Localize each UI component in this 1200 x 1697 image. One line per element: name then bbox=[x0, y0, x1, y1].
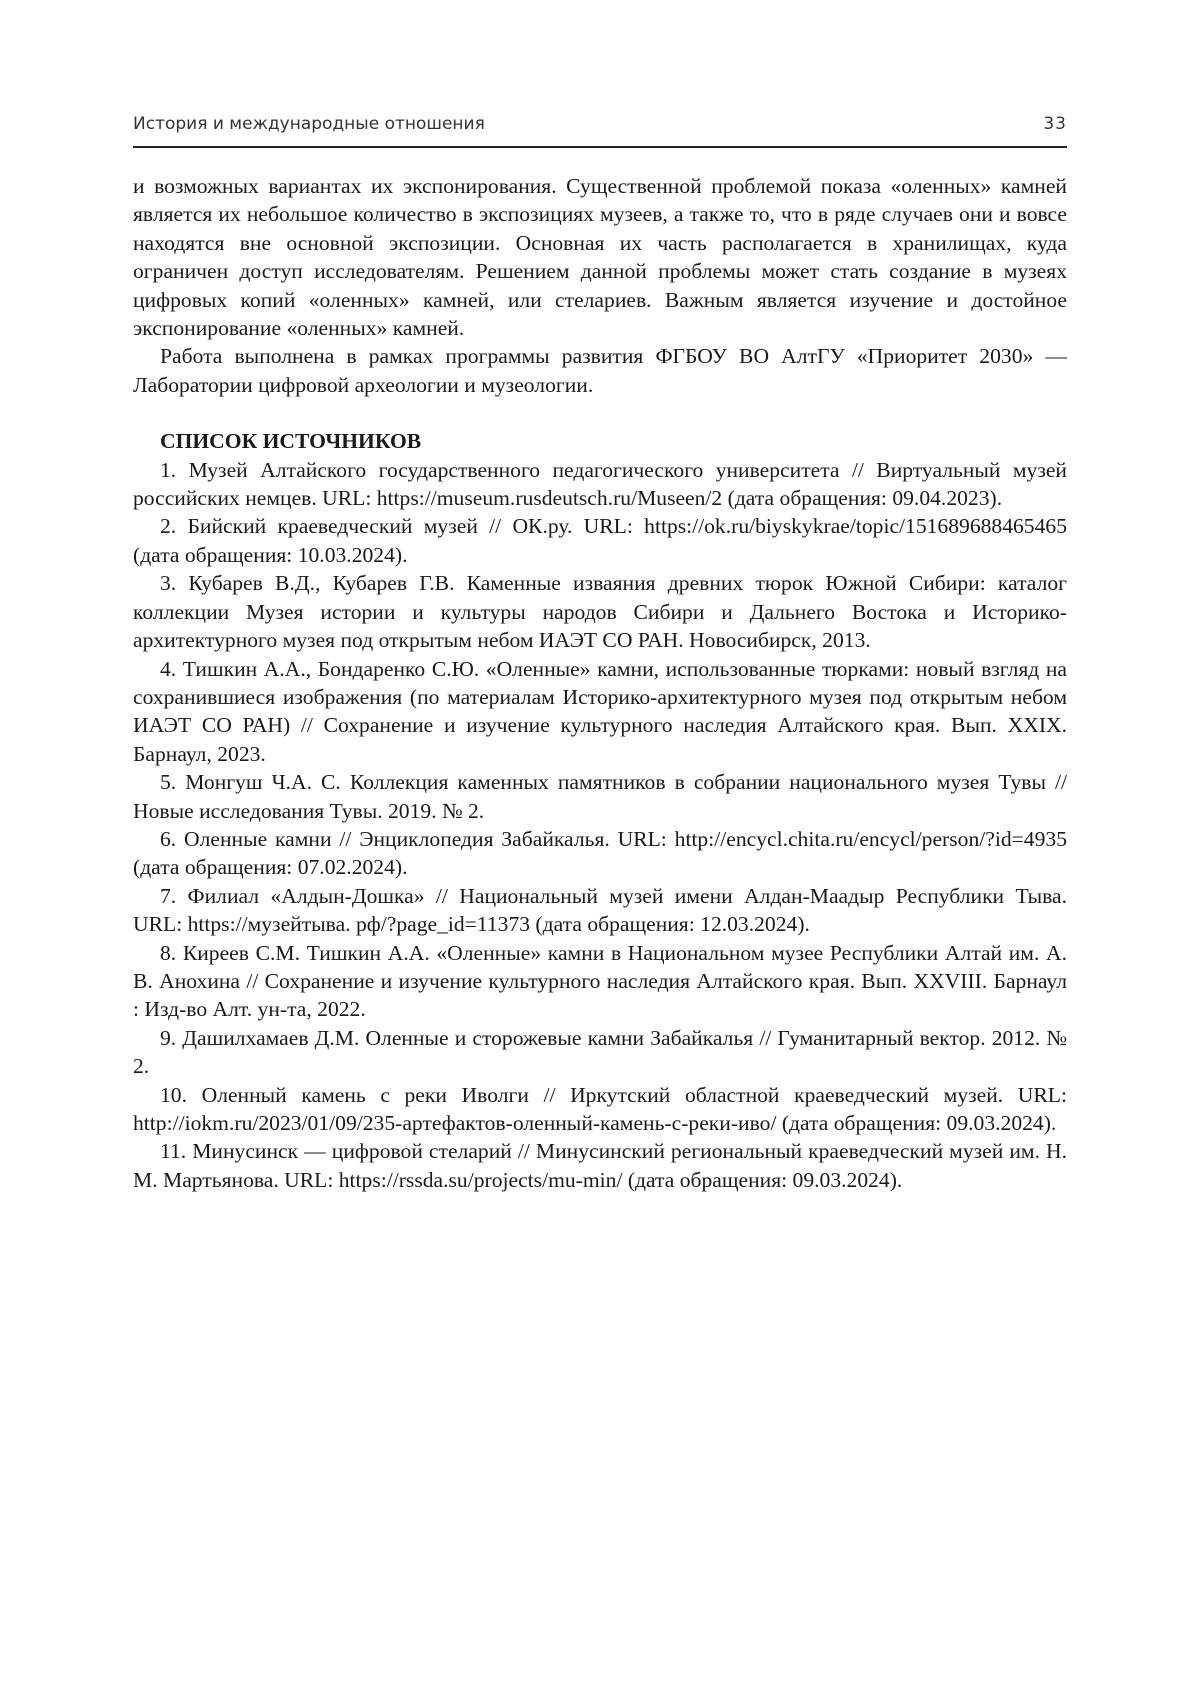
reference-item: 7. Филиал «Алдын-Дошка» // Национальный музей имени Алдан-Маадыр Республики Тыва. URL: https://музейтыва. рф/?page_id=11373 (дата обращения: 12.03.2024). bbox=[133, 882, 1067, 939]
reference-item: 9. Дашилхамаев Д.М. Оленные и сторожевые камни Забайкалья // Гуманитарный вектор. 2012. № 2. bbox=[133, 1024, 1067, 1081]
journal-section-title: История и международные отношения bbox=[133, 114, 485, 134]
article-body bbox=[133, 172, 1067, 1194]
reference-item: 11. Минусинск — цифровой стеларий // Минусинский региональный краеведческий музей им. Н. М. Мартьянова. URL: https://rssda.su/projects/mu-min/ (дата обращения: 09.03.2024). bbox=[133, 1137, 1067, 1194]
references-heading: СПИСОК ИСТОЧНИКОВ bbox=[133, 427, 1067, 455]
reference-item: 6. Оленные камни // Энциклопедия Забайкалья. URL: http://encycl.chita.ru/encycl/person/?id=4935 (дата обращения: 07.02.2024). bbox=[133, 825, 1067, 882]
acknowledgement-paragraph: Работа выполнена в рамках программы развития ФГБОУ ВО АлтГУ «Приоритет 2030» — Лаборатории цифровой археологии и музеологии. bbox=[133, 342, 1067, 399]
reference-item: 3. Кубарев В.Д., Кубарев Г.В. Каменные изваяния древних тюрок Южной Сибири: каталог коллекции Музея истории и культуры народов Сибири и Дальнего Востока и Историко-архитектурного музея под открытым небом ИАЭТ СО РАН. Новосибирск, 2013. bbox=[133, 569, 1067, 654]
reference-item: 4. Тишкин А.А., Бондаренко С.Ю. «Оленные» камни, использованные тюрками: новый взгляд на сохранившиеся изображения (по материалам Историко-архитектурного музея под открытым небом ИАЭТ СО РАН) // Сохранение и изучение культурного наследия Алтайского края. Вып. XXIX. Барнаул, 2023. bbox=[133, 655, 1067, 769]
reference-item: 2. Бийский краеведческий музей // ОК.ру. URL: https://ok.ru/biyskykrae/topic/151689688465465 (дата обращения: 10.03.2024). bbox=[133, 512, 1067, 569]
body-paragraph: и возможных вариантах их экспонирования. Существенной проблемой показа «оленных» камней является их небольшое количество в экспозициях музеев, а также то, что в ряде случаев они и вовсе находятся вне основной экспозиции. Основная их часть располагается в хранилищах, куда ограничен доступ исследователям. Решением данной проблемы может стать создание в музеях цифровых копий «оленных» камней, или стелариев. Важным является изучение и достойное экспонирование «оленных» камней. bbox=[133, 172, 1067, 342]
reference-item: 5. Монгуш Ч.А. С. Коллекция каменных памятников в собрании национального музея Тувы // Новые исследования Тувы. 2019. № 2. bbox=[133, 768, 1067, 825]
reference-item: 1. Музей Алтайского государственного педагогического университета // Виртуальный музей российских немцев. URL: https://museum.rusdeutsch.ru/Museen/2 (дата обращения: 09.04.2023). bbox=[133, 456, 1067, 513]
reference-item: 10. Оленный камень с реки Иволги // Иркутский областной краеведческий музей. URL: http://iokm.ru/2023/01/09/235-артефактов-оленный-камень-с-реки-иво/ (дата обращения: 09.03.2024). bbox=[133, 1081, 1067, 1138]
reference-item: 8. Киреев С.М. Тишкин А.А. «Оленные» камни в Национальном музее Республики Алтай им. А. В. Анохина // Сохранение и изучение культурного наследия Алтайского края. Вып. XXVIII. Барнаул : Изд-во Алт. ун-та, 2022. bbox=[133, 939, 1067, 1024]
running-header bbox=[133, 110, 1067, 148]
page-number: 33 bbox=[1043, 114, 1067, 134]
